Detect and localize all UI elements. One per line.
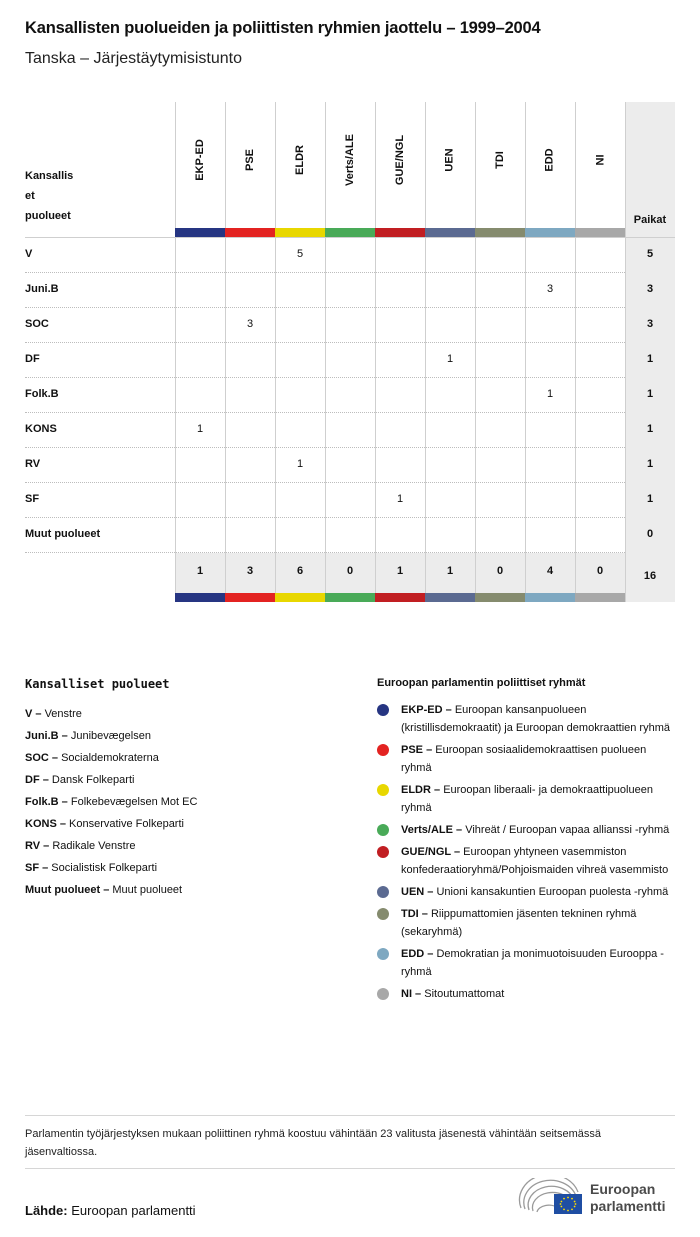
party-legend-name: Socialistisk Folkeparti (51, 862, 158, 874)
political-groups-legend (377, 677, 677, 1007)
logo-text (590, 1181, 665, 1215)
group-legend-item (377, 781, 677, 817)
party-row-label: V (25, 248, 33, 260)
group-color-bar (475, 593, 525, 602)
group-legend-code: PSE – (401, 744, 433, 756)
row-divider (25, 447, 625, 448)
group-color-bar (475, 228, 525, 237)
group-legend-code: EDD – (401, 948, 434, 960)
group-total-cell: 3 (246, 565, 254, 577)
group-color-dot-icon (377, 824, 389, 836)
column-divider (375, 102, 376, 602)
group-total-cell: 1 (396, 565, 404, 577)
row-seat-total: 1 (646, 458, 654, 470)
row-seat-total: 1 (646, 388, 654, 400)
group-column-label: EDD (543, 148, 556, 172)
group-color-bar (425, 228, 475, 237)
group-total-cell: 0 (346, 565, 354, 577)
party-legend-code: SF – (25, 862, 49, 874)
column-divider (575, 102, 576, 602)
divider (25, 1168, 675, 1169)
column-divider (475, 102, 476, 602)
party-legend-code: DF – (25, 774, 49, 786)
group-legend-item (377, 741, 677, 777)
group-column-header (575, 145, 625, 175)
group-legend-item (377, 905, 677, 941)
seat-count-cell: 3 (246, 318, 254, 330)
party-legend-code: V – (25, 708, 42, 720)
party-row-label: RV (25, 458, 41, 470)
group-legend-name: Unioni kansakuntien Euroopan puolesta -ryhmä (436, 886, 669, 898)
party-legend-item (25, 813, 345, 835)
group-column-header (375, 134, 425, 186)
group-legend-name: Sitoutumattomat (424, 988, 505, 1000)
group-column-header (325, 134, 375, 186)
column-divider (425, 102, 426, 602)
party-legend-name: Socialdemokraterna (61, 752, 159, 764)
group-total-cell: 1 (446, 565, 454, 577)
row-seat-total: 0 (646, 528, 654, 540)
group-legend-item (377, 701, 677, 737)
group-color-bar (575, 228, 625, 237)
group-legend-code: ELDR – (401, 784, 441, 796)
group-column-label: NI (594, 154, 606, 166)
party-legend-name: Muut puolueet (112, 884, 183, 896)
group-legend-item (377, 945, 677, 981)
party-legend-code: RV – (25, 840, 50, 852)
seat-count-cell: 3 (546, 283, 554, 295)
group-legend-code: GUE/NGL – (401, 846, 461, 858)
seat-count-cell: 5 (296, 248, 304, 260)
national-parties-legend-title: Kansalliset puolueet (25, 677, 170, 691)
row-divider (25, 272, 625, 273)
group-legend-name: Demokratian ja monimuotoisuuden Eurooppa -ryhmä (401, 948, 664, 978)
group-column-label: UEN (443, 148, 456, 172)
group-column-label: TDI (493, 151, 506, 169)
seat-count-cell: 1 (296, 458, 304, 470)
party-legend-name: Radikale Venstre (52, 840, 136, 852)
party-legend-code: SOC – (25, 752, 59, 764)
group-color-bar (325, 228, 375, 237)
header-divider (25, 237, 675, 238)
party-row-label: Muut puolueet (25, 528, 101, 540)
group-color-bar (375, 228, 425, 237)
row-seat-total: 1 (646, 423, 654, 435)
group-legend-name: Vihreät / Euroopan vapaa allianssi -ryhmä (465, 824, 670, 836)
group-column-label: ELDR (293, 145, 306, 175)
row-seat-total: 1 (646, 493, 654, 505)
page-title: Kansallisten puolueiden ja poliittisten ryhmien jaottelu – 1999–2004 (25, 19, 541, 37)
party-legend-item (25, 747, 345, 769)
party-legend-item (25, 725, 345, 747)
row-divider (25, 307, 625, 308)
national-parties-header-line: Kansallis (25, 170, 74, 182)
group-color-bar (175, 228, 225, 237)
column-divider (525, 102, 526, 602)
group-column-header (275, 145, 325, 175)
european-parliament-logo (518, 1178, 678, 1218)
party-row-label: SOC (25, 318, 49, 330)
column-divider (625, 102, 626, 602)
group-column-header (225, 145, 275, 175)
party-row-label: DF (25, 353, 40, 365)
party-legend-code: Juni.B – (25, 730, 68, 742)
footnote: Parlamentin työjärjestyksen mukaan poliittinen ryhmä koostuu vähintään 23 valitusta jäsenestä vähintään seitsemässä jäsenvaltiossa. (25, 1128, 601, 1158)
divider (25, 1115, 675, 1116)
group-legend-name: Euroopan liberaali- ja demokraattipuolueen ryhmä (401, 784, 653, 814)
party-legend-name: Konservative Folkeparti (69, 818, 184, 830)
group-color-bar (575, 593, 625, 602)
party-legend-item (25, 857, 345, 879)
group-legend-name: Euroopan yhtyneen vasemmiston konfederaatioryhmä/Pohjoismaiden vihreä vasemmisto (401, 846, 669, 876)
political-groups-legend-title: Euroopan parlamentin poliittiset ryhmät (377, 677, 586, 689)
group-total-cell: 4 (546, 565, 554, 577)
group-column-label: Verts/ALE (344, 134, 356, 186)
group-legend-item (377, 883, 677, 901)
group-column-label: EKP-ED (194, 139, 206, 181)
row-divider (25, 342, 625, 343)
group-column-header (175, 139, 225, 181)
row-divider (25, 482, 625, 483)
group-color-bar (525, 593, 575, 602)
party-legend-item (25, 769, 345, 791)
seats-column-background (625, 102, 675, 602)
column-divider (225, 102, 226, 602)
group-color-bar (275, 593, 325, 602)
group-color-bar (375, 593, 425, 602)
group-color-bar (225, 593, 275, 602)
group-legend-code: TDI – (401, 908, 428, 920)
party-legend-name: Venstre (44, 708, 82, 720)
group-color-bar (525, 228, 575, 237)
party-legend-name: Dansk Folkeparti (51, 774, 135, 786)
party-row-label: SF (25, 493, 40, 505)
group-color-dot-icon (377, 948, 389, 960)
row-seat-total: 5 (646, 248, 654, 260)
seat-count-cell: 1 (446, 353, 454, 365)
logo-text-line: Euroopan (590, 1181, 656, 1197)
group-color-dot-icon (377, 886, 389, 898)
seat-count-cell: 1 (396, 493, 404, 505)
group-color-bar (325, 593, 375, 602)
party-legend-name: Folkebevægelsen Mot EC (70, 796, 198, 808)
column-divider (325, 102, 326, 602)
party-legend-code: Muut puolueet – (25, 884, 110, 896)
party-legend-item (25, 879, 345, 901)
row-divider (25, 517, 625, 518)
source-value: Euroopan parlamentti (71, 1203, 196, 1218)
group-legend-name: Euroopan sosiaalidemokraattisen puolueen ryhmä (401, 744, 647, 774)
group-column-label: GUE/NGL (394, 134, 406, 186)
group-legend-name: Riippumattomien jäsenten tekninen ryhmä (sekaryhmä) (401, 908, 637, 938)
group-total-cell: 0 (496, 565, 504, 577)
group-color-dot-icon (377, 704, 389, 716)
group-color-bar (225, 228, 275, 237)
row-divider (25, 377, 625, 378)
row-seat-total: 3 (646, 318, 654, 330)
source-label: Lähde: (25, 1203, 68, 1218)
party-row-label: KONS (25, 423, 57, 435)
group-column-header (475, 145, 525, 175)
group-total-cell: 1 (196, 565, 204, 577)
group-column-label: PSE (243, 148, 256, 172)
group-column-header (525, 145, 575, 175)
group-total-cell: 0 (596, 565, 604, 577)
row-divider (25, 412, 625, 413)
party-legend-code: Folk.B – (25, 796, 68, 808)
group-total-cell: 6 (296, 565, 304, 577)
column-divider (175, 102, 176, 602)
group-legend-item (377, 985, 677, 1003)
party-row-label: Juni.B (25, 283, 59, 295)
row-divider (25, 552, 625, 553)
group-legend-item (377, 821, 677, 839)
party-legend-item (25, 835, 345, 857)
party-row-label: Folk.B (25, 388, 59, 400)
national-parties-header (25, 166, 85, 226)
source-line (25, 1203, 196, 1218)
group-legend-code: UEN – (401, 886, 434, 898)
group-color-dot-icon (377, 784, 389, 796)
parliament-emblem-icon (518, 1178, 584, 1218)
group-column-header (425, 145, 475, 175)
party-legend-item (25, 791, 345, 813)
group-color-bar (175, 593, 225, 602)
group-legend-code: EKP-ED – (401, 704, 452, 716)
group-legend-code: Verts/ALE – (401, 824, 463, 836)
seats-header: Paikat (633, 214, 667, 226)
group-legend-name: Euroopan kansanpuolueen (kristillisdemokraatit) ja Euroopan demokraattien ryhmä (401, 704, 670, 734)
group-color-dot-icon (377, 846, 389, 858)
grand-total-cell: 16 (643, 570, 657, 582)
group-color-dot-icon (377, 908, 389, 920)
national-parties-header-line: et (25, 190, 35, 202)
row-seat-total: 3 (646, 283, 654, 295)
party-legend-code: KONS – (25, 818, 66, 830)
page-subtitle: Tanska – Järjestäytymisistunto (25, 50, 242, 67)
group-legend-code: NI – (401, 988, 422, 1000)
group-color-dot-icon (377, 988, 389, 1000)
seat-count-cell: 1 (196, 423, 204, 435)
party-legend-item (25, 703, 345, 725)
column-divider (275, 102, 276, 602)
logo-text-line: parlamentti (590, 1198, 666, 1214)
national-parties-legend (25, 677, 345, 901)
group-color-dot-icon (377, 744, 389, 756)
row-seat-total: 1 (646, 353, 654, 365)
group-color-bar (425, 593, 475, 602)
national-parties-header-line: puolueet (25, 210, 71, 222)
group-color-bar (275, 228, 325, 237)
group-legend-item (377, 843, 677, 879)
party-legend-name: Junibevægelsen (70, 730, 151, 742)
seat-count-cell: 1 (546, 388, 554, 400)
